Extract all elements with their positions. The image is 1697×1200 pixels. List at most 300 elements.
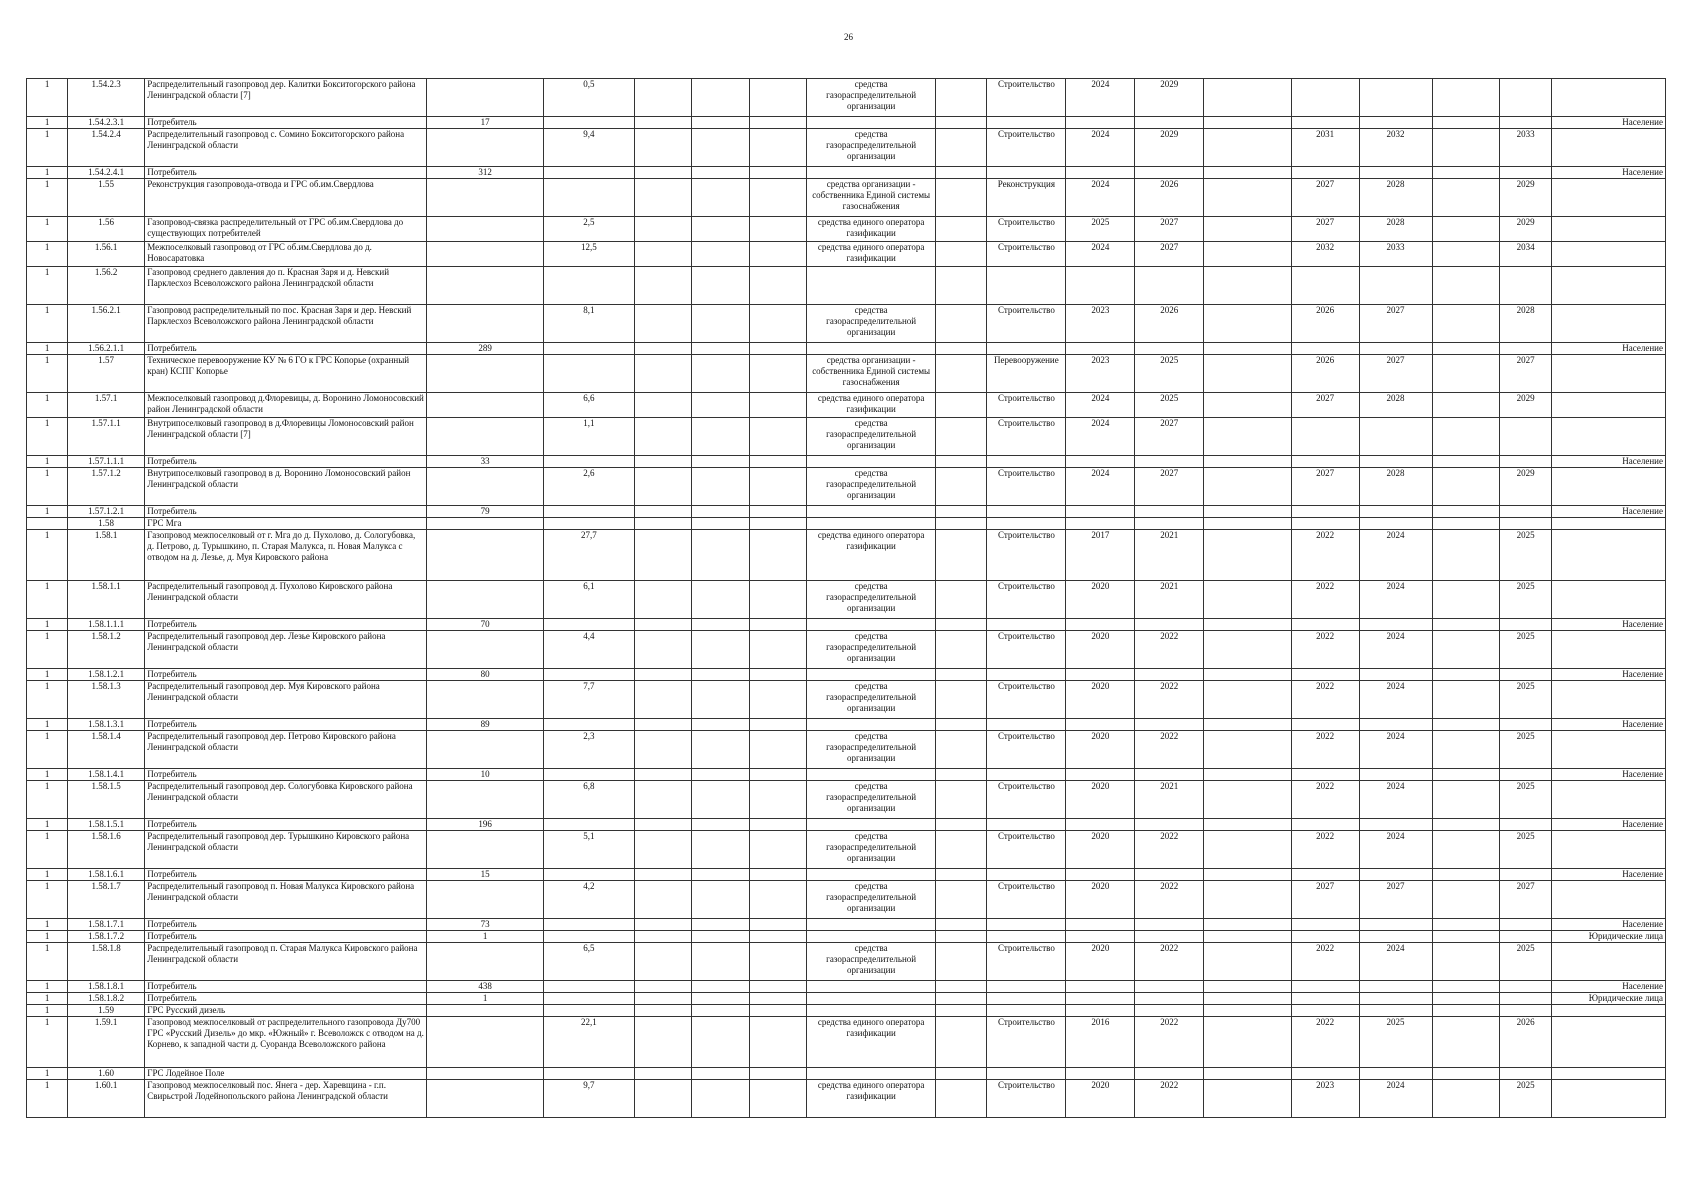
cell-code: 1.58.1.1 — [68, 581, 145, 619]
cell-year-start — [1066, 981, 1135, 993]
cell-funding: средства организации - собственника Единой системы газоснабжения — [807, 355, 936, 393]
cell-c5 — [634, 1068, 692, 1080]
cell-year-c — [1500, 518, 1551, 530]
table-row — [27, 731, 1666, 769]
cell-c6 — [692, 1068, 750, 1080]
cell-length: 12,5 — [544, 242, 634, 267]
cell-year-end — [1135, 117, 1204, 129]
cell-c5 — [634, 919, 692, 931]
cell-funding: средства газораспределительной организации — [807, 781, 936, 819]
cell-year-a — [1291, 117, 1359, 129]
cell-year-start: 2020 — [1066, 831, 1135, 869]
cell-consumer-type: Население — [1551, 167, 1665, 179]
cell-consumers: 80 — [426, 669, 543, 681]
cell-consumer-type — [1551, 242, 1665, 267]
cell-c7 — [749, 769, 807, 781]
cell-consumer-type — [1551, 468, 1665, 506]
cell-length — [544, 117, 634, 129]
cell-year-a: 2027 — [1291, 179, 1359, 217]
cell-year-a — [1291, 518, 1359, 530]
cell-year-a — [1291, 506, 1359, 518]
cell-year-end: 2022 — [1135, 943, 1204, 981]
table-row — [27, 167, 1666, 179]
cell-c9 — [935, 518, 986, 530]
cell-name: Потребитель — [145, 506, 427, 518]
cell-c7 — [749, 619, 807, 631]
table-row — [27, 931, 1666, 943]
cell-year-end — [1135, 669, 1204, 681]
cell-name: Распределительный газопровод дер. Муя Кировского района Ленинградской области — [145, 681, 427, 719]
cell-year-start: 2023 — [1066, 355, 1135, 393]
cell-funding — [807, 769, 936, 781]
cell-name: Распределительный газопровод дер. Лезье Кировского района Ленинградской области — [145, 631, 427, 669]
cell-year-c — [1500, 267, 1551, 305]
cell-year-a: 2022 — [1291, 631, 1359, 669]
cell-work-type — [987, 869, 1066, 881]
cell-year-start: 2023 — [1066, 305, 1135, 343]
cell-year-a — [1291, 456, 1359, 468]
cell-year-start — [1066, 919, 1135, 931]
cell-c16 — [1432, 1080, 1500, 1118]
cell-year-c: 2025 — [1500, 530, 1551, 581]
cell-year-a: 2031 — [1291, 129, 1359, 167]
cell-c5 — [634, 129, 692, 167]
cell-year-end — [1135, 343, 1204, 355]
cell-year-c — [1500, 719, 1551, 731]
cell-name: Распределительный газопровод дер. Сологубовка Кировского района Ленинградской области — [145, 781, 427, 819]
cell-c6 — [692, 931, 750, 943]
cell-year-start: 2024 — [1066, 242, 1135, 267]
cell-funding — [807, 869, 936, 881]
cell-consumer-type: Население — [1551, 769, 1665, 781]
cell-c5 — [634, 869, 692, 881]
cell-year-start — [1066, 719, 1135, 731]
table-row — [27, 217, 1666, 242]
cell-c6 — [692, 506, 750, 518]
cell-consumer-type — [1551, 631, 1665, 669]
cell-year-c: 2034 — [1500, 242, 1551, 267]
cell-c13 — [1204, 719, 1291, 731]
cell-length — [544, 456, 634, 468]
cell-c5 — [634, 1080, 692, 1118]
cell-c5 — [634, 981, 692, 993]
cell-year-c — [1500, 669, 1551, 681]
cell-length: 6,6 — [544, 393, 634, 418]
cell-c5 — [634, 931, 692, 943]
cell-year-b — [1359, 506, 1432, 518]
cell-c9 — [935, 719, 986, 731]
cell-code: 1.56 — [68, 217, 145, 242]
cell-year-b — [1359, 418, 1432, 456]
cell-year-c: 2029 — [1500, 179, 1551, 217]
cell-year-b — [1359, 619, 1432, 631]
cell-c13 — [1204, 781, 1291, 819]
cell-year-b — [1359, 343, 1432, 355]
cell-c13 — [1204, 943, 1291, 981]
cell-year-b — [1359, 267, 1432, 305]
cell-year-end: 2022 — [1135, 631, 1204, 669]
cell-c9 — [935, 530, 986, 581]
cell-c13 — [1204, 619, 1291, 631]
cell-work-type — [987, 981, 1066, 993]
cell-code: 1.58.1.7.2 — [68, 931, 145, 943]
cell-consumers — [426, 831, 543, 869]
cell-year-c: 2025 — [1500, 943, 1551, 981]
cell-c5 — [634, 343, 692, 355]
cell-c7 — [749, 1005, 807, 1017]
cell-c6 — [692, 179, 750, 217]
cell-consumers — [426, 681, 543, 719]
table-row — [27, 79, 1666, 117]
cell-c13 — [1204, 468, 1291, 506]
cell-code: 1.59 — [68, 1005, 145, 1017]
cell-funding — [807, 931, 936, 943]
cell-name: Потребитель — [145, 619, 427, 631]
cell-consumer-type: Население — [1551, 619, 1665, 631]
cell-year-end: 2021 — [1135, 781, 1204, 819]
cell-work-type: Строительство — [987, 79, 1066, 117]
cell-year-start — [1066, 869, 1135, 881]
cell-code: 1.57 — [68, 355, 145, 393]
cell-c7 — [749, 731, 807, 769]
cell-c5 — [634, 681, 692, 719]
cell-c13 — [1204, 831, 1291, 869]
cell-c13 — [1204, 179, 1291, 217]
cell-name: Газопровод распределительный по пос. Красная Заря и дер. Невский Парклесхоз Всеволожского района Ленинградской области — [145, 305, 427, 343]
cell-work-type: Строительство — [987, 418, 1066, 456]
cell-year-a: 2022 — [1291, 681, 1359, 719]
cell-c7 — [749, 468, 807, 506]
cell-c16 — [1432, 981, 1500, 993]
cell-year-b — [1359, 456, 1432, 468]
cell-year-c — [1500, 619, 1551, 631]
cell-col-num: 1 — [27, 242, 68, 267]
cell-c13 — [1204, 117, 1291, 129]
cell-length — [544, 518, 634, 530]
cell-c16 — [1432, 167, 1500, 179]
cell-c6 — [692, 831, 750, 869]
cell-c7 — [749, 242, 807, 267]
cell-funding — [807, 993, 936, 1005]
cell-year-c — [1500, 418, 1551, 456]
cell-consumers — [426, 418, 543, 456]
cell-work-type — [987, 1068, 1066, 1080]
cell-c5 — [634, 819, 692, 831]
cell-c16 — [1432, 781, 1500, 819]
cell-consumer-type: Население — [1551, 456, 1665, 468]
cell-work-type: Реконструкция — [987, 179, 1066, 217]
cell-year-a: 2023 — [1291, 1080, 1359, 1118]
cell-year-end: 2029 — [1135, 129, 1204, 167]
cell-c6 — [692, 1080, 750, 1118]
table-row — [27, 1005, 1666, 1017]
cell-col-num: 1 — [27, 129, 68, 167]
cell-consumer-type — [1551, 943, 1665, 981]
table-row — [27, 129, 1666, 167]
cell-year-b — [1359, 919, 1432, 931]
cell-year-b — [1359, 993, 1432, 1005]
cell-work-type: Строительство — [987, 393, 1066, 418]
cell-c13 — [1204, 769, 1291, 781]
cell-c13 — [1204, 1080, 1291, 1118]
cell-c9 — [935, 355, 986, 393]
cell-c7 — [749, 267, 807, 305]
cell-consumers — [426, 1080, 543, 1118]
cell-c16 — [1432, 731, 1500, 769]
cell-c6 — [692, 1005, 750, 1017]
cell-year-b: 2024 — [1359, 681, 1432, 719]
cell-c7 — [749, 943, 807, 981]
cell-consumers: 10 — [426, 769, 543, 781]
table-row — [27, 881, 1666, 919]
cell-c7 — [749, 79, 807, 117]
cell-c5 — [634, 456, 692, 468]
cell-year-b: 2024 — [1359, 831, 1432, 869]
cell-name: Потребитель — [145, 769, 427, 781]
cell-c5 — [634, 305, 692, 343]
cell-length — [544, 167, 634, 179]
cell-col-num: 1 — [27, 631, 68, 669]
cell-code: 1.58.1.8.1 — [68, 981, 145, 993]
cell-year-b — [1359, 869, 1432, 881]
cell-code: 1.58.1.7 — [68, 881, 145, 919]
cell-name: ГРС Мга — [145, 518, 427, 530]
cell-name: Распределительный газопровод дер. Калитки Бокситогорского района Ленинградской области [7] — [145, 79, 427, 117]
cell-year-c — [1500, 79, 1551, 117]
cell-year-c — [1500, 981, 1551, 993]
cell-code: 1.58.1.4.1 — [68, 769, 145, 781]
cell-col-num: 1 — [27, 919, 68, 931]
cell-year-c: 2025 — [1500, 681, 1551, 719]
cell-c9 — [935, 1017, 986, 1068]
table-row — [27, 781, 1666, 819]
cell-consumers — [426, 943, 543, 981]
cell-name: Техническое перевооружение КУ № 6 ГО к ГРС Копорье (охранный кран) КСПГ Копорье — [145, 355, 427, 393]
cell-year-start: 2020 — [1066, 731, 1135, 769]
cell-c5 — [634, 530, 692, 581]
cell-funding: средства газораспределительной организации — [807, 418, 936, 456]
cell-c6 — [692, 343, 750, 355]
cell-c6 — [692, 456, 750, 468]
cell-year-start: 2024 — [1066, 129, 1135, 167]
cell-c13 — [1204, 129, 1291, 167]
cell-col-num: 1 — [27, 981, 68, 993]
cell-c9 — [935, 305, 986, 343]
cell-consumers — [426, 1005, 543, 1017]
cell-year-c: 2027 — [1500, 881, 1551, 919]
cell-col-num: 1 — [27, 468, 68, 506]
cell-year-a: 2026 — [1291, 305, 1359, 343]
cell-c7 — [749, 129, 807, 167]
cell-c7 — [749, 117, 807, 129]
cell-consumers — [426, 781, 543, 819]
table-row — [27, 242, 1666, 267]
cell-c9 — [935, 731, 986, 769]
cell-c5 — [634, 79, 692, 117]
cell-year-end — [1135, 456, 1204, 468]
cell-col-num: 1 — [27, 1017, 68, 1068]
cell-c9 — [935, 1080, 986, 1118]
table-row — [27, 769, 1666, 781]
cell-consumer-type — [1551, 129, 1665, 167]
cell-col-num: 1 — [27, 719, 68, 731]
cell-code: 1.58.1.8 — [68, 943, 145, 981]
cell-col-num: 1 — [27, 993, 68, 1005]
cell-code: 1.58.1.6 — [68, 831, 145, 869]
cell-work-type: Строительство — [987, 217, 1066, 242]
cell-funding: средства газораспределительной организации — [807, 731, 936, 769]
cell-c9 — [935, 993, 986, 1005]
cell-year-c — [1500, 919, 1551, 931]
cell-c16 — [1432, 518, 1500, 530]
cell-c6 — [692, 393, 750, 418]
cell-consumers — [426, 393, 543, 418]
cell-c7 — [749, 393, 807, 418]
cell-name: Газопровод-связка распределительный от ГРС об.им.Свердлова до существующих потребителей — [145, 217, 427, 242]
cell-c16 — [1432, 506, 1500, 518]
cell-c9 — [935, 831, 986, 869]
cell-c13 — [1204, 355, 1291, 393]
cell-work-type — [987, 518, 1066, 530]
cell-c16 — [1432, 669, 1500, 681]
cell-c9 — [935, 217, 986, 242]
cell-c13 — [1204, 919, 1291, 931]
cell-c7 — [749, 581, 807, 619]
cell-year-c: 2029 — [1500, 217, 1551, 242]
cell-year-a — [1291, 619, 1359, 631]
cell-year-a: 2022 — [1291, 1017, 1359, 1068]
cell-year-start: 2020 — [1066, 581, 1135, 619]
cell-year-c: 2026 — [1500, 1017, 1551, 1068]
cell-consumer-type: Население — [1551, 819, 1665, 831]
cell-year-c: 2033 — [1500, 129, 1551, 167]
cell-c16 — [1432, 530, 1500, 581]
cell-c13 — [1204, 981, 1291, 993]
cell-work-type: Строительство — [987, 831, 1066, 869]
cell-c5 — [634, 117, 692, 129]
cell-c13 — [1204, 1068, 1291, 1080]
cell-c7 — [749, 631, 807, 669]
cell-c6 — [692, 919, 750, 931]
cell-year-start — [1066, 1068, 1135, 1080]
cell-year-a: 2022 — [1291, 530, 1359, 581]
cell-funding: средства единого оператора газификации — [807, 530, 936, 581]
cell-c9 — [935, 456, 986, 468]
cell-c13 — [1204, 518, 1291, 530]
cell-c16 — [1432, 681, 1500, 719]
cell-funding — [807, 919, 936, 931]
cell-c5 — [634, 619, 692, 631]
table-row — [27, 619, 1666, 631]
table-row — [27, 393, 1666, 418]
cell-year-c: 2025 — [1500, 831, 1551, 869]
cell-c13 — [1204, 343, 1291, 355]
cell-col-num: 1 — [27, 581, 68, 619]
cell-year-a — [1291, 981, 1359, 993]
cell-year-start — [1066, 993, 1135, 1005]
cell-funding: средства газораспределительной организации — [807, 129, 936, 167]
cell-code: 1.59.1 — [68, 1017, 145, 1068]
cell-year-end: 2022 — [1135, 881, 1204, 919]
cell-year-start: 2024 — [1066, 179, 1135, 217]
cell-name: Потребитель — [145, 117, 427, 129]
cell-code: 1.58.1.3.1 — [68, 719, 145, 731]
cell-c16 — [1432, 242, 1500, 267]
cell-consumers: 289 — [426, 343, 543, 355]
cell-c6 — [692, 819, 750, 831]
cell-year-c: 2025 — [1500, 1080, 1551, 1118]
cell-year-start: 2020 — [1066, 631, 1135, 669]
cell-c9 — [935, 881, 986, 919]
cell-year-b — [1359, 669, 1432, 681]
cell-funding — [807, 669, 936, 681]
cell-year-start: 2020 — [1066, 1080, 1135, 1118]
table-row — [27, 456, 1666, 468]
table-row — [27, 719, 1666, 731]
cell-length — [544, 869, 634, 881]
cell-col-num: 1 — [27, 731, 68, 769]
cell-name: Реконструкция газопровода-отвода и ГРС об.им.Свердлова — [145, 179, 427, 217]
cell-consumers: 438 — [426, 981, 543, 993]
cell-year-start — [1066, 931, 1135, 943]
cell-year-b — [1359, 769, 1432, 781]
cell-c5 — [634, 581, 692, 619]
cell-consumers — [426, 305, 543, 343]
cell-funding — [807, 506, 936, 518]
cell-funding — [807, 267, 936, 305]
data-table — [26, 78, 1666, 1118]
cell-name: Распределительный газопровод п. Старая Малукса Кировского района Ленинградской области — [145, 943, 427, 981]
cell-year-a: 2032 — [1291, 242, 1359, 267]
cell-c6 — [692, 355, 750, 393]
cell-col-num: 1 — [27, 267, 68, 305]
cell-col-num: 1 — [27, 869, 68, 881]
cell-name: Потребитель — [145, 669, 427, 681]
cell-year-start: 2020 — [1066, 943, 1135, 981]
cell-year-a — [1291, 1005, 1359, 1017]
cell-name: Распределительный газопровод д. Пухолово Кировского района Ленинградской области — [145, 581, 427, 619]
cell-c6 — [692, 769, 750, 781]
cell-length — [544, 931, 634, 943]
cell-funding: средства единого оператора газификации — [807, 242, 936, 267]
cell-c5 — [634, 393, 692, 418]
cell-col-num: 1 — [27, 456, 68, 468]
cell-work-type: Строительство — [987, 781, 1066, 819]
cell-col-num: 1 — [27, 769, 68, 781]
cell-year-end — [1135, 167, 1204, 179]
cell-c7 — [749, 669, 807, 681]
cell-c7 — [749, 981, 807, 993]
cell-c13 — [1204, 79, 1291, 117]
cell-consumer-type — [1551, 831, 1665, 869]
cell-year-end: 2027 — [1135, 217, 1204, 242]
cell-c7 — [749, 781, 807, 819]
cell-c7 — [749, 305, 807, 343]
cell-c6 — [692, 167, 750, 179]
cell-year-end — [1135, 919, 1204, 931]
table-row — [27, 418, 1666, 456]
cell-c7 — [749, 217, 807, 242]
cell-year-start: 2017 — [1066, 530, 1135, 581]
cell-c16 — [1432, 129, 1500, 167]
cell-c5 — [634, 217, 692, 242]
cell-year-b: 2024 — [1359, 530, 1432, 581]
cell-c9 — [935, 1068, 986, 1080]
cell-year-start: 2024 — [1066, 418, 1135, 456]
cell-funding: средства газораспределительной организации — [807, 305, 936, 343]
cell-year-a — [1291, 669, 1359, 681]
cell-name: Газопровод среднего давления до п. Красная Заря и д. Невский Парклесхоз Всеволожского района Ленинградской области — [145, 267, 427, 305]
